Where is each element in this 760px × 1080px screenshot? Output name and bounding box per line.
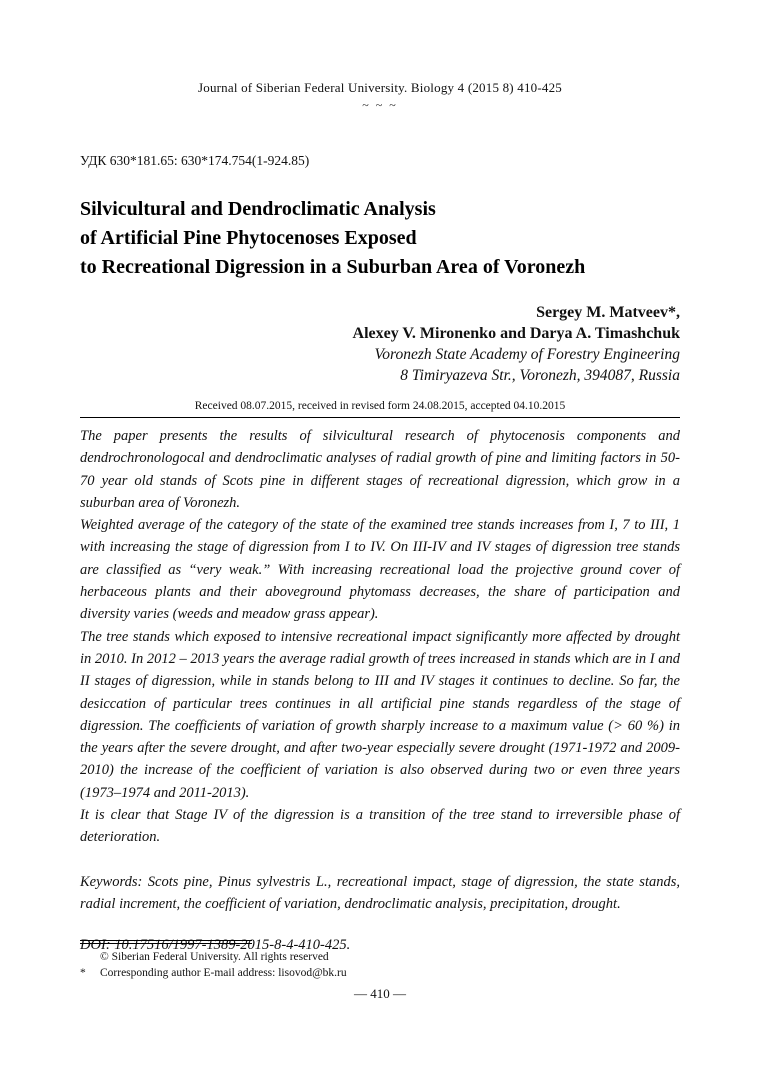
abstract-paragraph-3: The tree stands which exposed to intensive recreational impact significantly more affected by drought in 2010. In 2012 – 2013 years the average radial growth of trees increased in stands which are in I and II stages of digression, while in stands belong to III and IV stages it continues to decline. So far, the desiccation of particular trees continues in all artificial pine stands regardless of the stage of digression. The coefficients of variation of growth sharply increase to a maximum value (> 60 %) in the years after the severe drought, and after two-year especially severe drought (1971-1972 and 2009-2010) the increase of the coefficient of variation is also observed during two or even three years (1973–1974 and 2011-2013). — [80, 628, 680, 801]
author-names-line-2: Alexey V. Mironenko and Darya A. Timashchuk — [352, 325, 680, 342]
footnote-asterisk: * — [80, 967, 86, 979]
author-names-line-1: Sergey M. Matveev*, — [536, 304, 680, 321]
journal-header: Journal of Siberian Federal University. Biology 4 (2015 8) 410-425 — [197, 80, 563, 95]
doi: DOI: 10.17516/1997-1389-2015-8-4-410-425. — [80, 937, 351, 954]
udc-code: УДК 630*181.65: 630*174.754(1-924.85) — [80, 153, 310, 168]
corresponding-author-text: Corresponding author E-mail address: lisovod@bk.ru — [100, 967, 347, 979]
abstract-paragraph-4: It is clear that Stage IV of the digression is a transition of the tree stand to irreversible phase of deterioration. — [80, 807, 680, 846]
title-line-1: Silvicultural and Dendroclimatic Analysis — [80, 198, 436, 220]
affiliation-line-1: Voronezh State Academy of Forestry Engineering — [374, 346, 680, 363]
affiliation-line-2: 8 Timiryazeva Str., Voronezh, 394087, Russia — [400, 367, 680, 384]
title-line-3: to Recreational Digression in a Suburban Area of Voronezh — [80, 256, 586, 278]
abstract — [80, 425, 680, 849]
tilde-ornament: ~ ~ ~ — [362, 98, 398, 112]
title-line-2: of Artificial Pine Phytocenoses Exposed — [80, 227, 417, 249]
abstract-paragraph-1: The paper presents the results of silvicultural research of phytocenosis components and dendrochronologocal and dendroclimatic analyses of radial growth of pine and limiting factors in 50-70 year old stands of Scots pine in different stages of recreational digression, which grow in a suburban area of Voronezh. — [80, 428, 680, 511]
footnote-separator-line-2 — [80, 943, 252, 944]
paper-title — [80, 195, 680, 282]
corresponding-author-note — [80, 966, 680, 981]
page-number: — 410 — — [354, 986, 406, 1001]
authors-block — [80, 302, 680, 386]
keywords: Keywords: Scots pine, Pinus sylvestris L., recreational impact, stage of digression, the state stands, radial increment, the coefficient of variation, dendroclimatic analysis, precipitation, drought. — [80, 873, 680, 912]
abstract-paragraph-2: Weighted average of the category of the state of the examined tree stands increases from I, 7 to III, 1 with increasing the stage of digression from I to IV. On III-IV and IV stages of digression tree stands are classified as “very weak.” With increasing recreational load the projective ground cover of herbaceous plants and their aboveground phytomass decreases, the share of participation and diversity varies (weeds and meadow grass appear). — [80, 517, 680, 623]
footnote-block — [80, 940, 680, 981]
received-dates: Received 08.07.2015, received in revised form 24.08.2015, accepted 04.10.2015 — [80, 400, 680, 418]
footnote-separator-line — [80, 940, 252, 941]
copyright-notice: © Siberian Federal University. All rights reserved — [100, 951, 329, 963]
